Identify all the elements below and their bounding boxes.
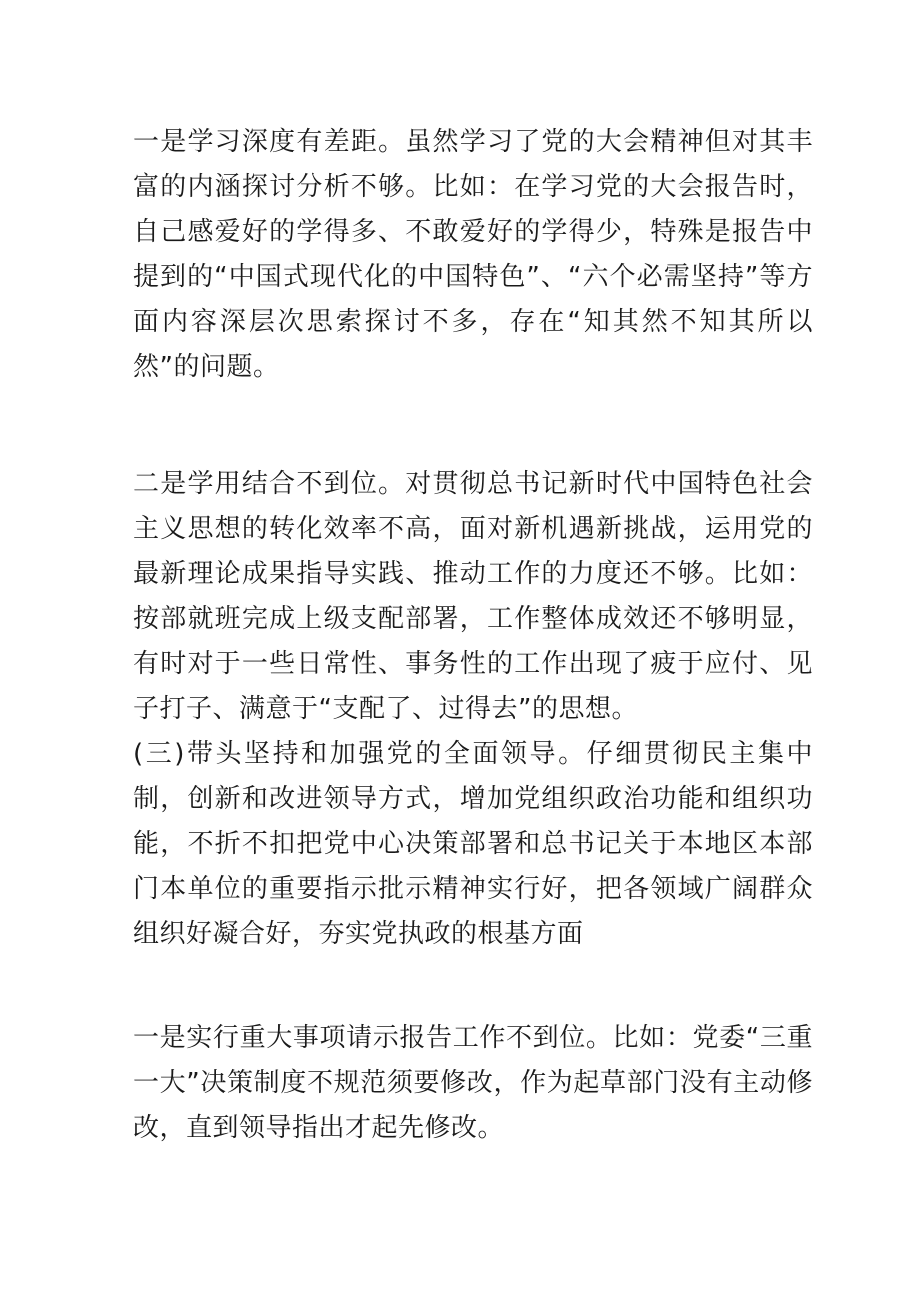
- paragraph-study-depth: 一是学习深度有差距。虽然学习了党的大会精神但对其丰富的内涵探讨分析不够。比如：在学习党的大会报告时，自己感爱好的学得多、不敢爱好的学得少，特殊是报告中提到的“中国式现代化的中国特色”、“六个必需坚持”等方面内容深层次思索探讨不多，存在“知其然不知其所以然”的问题。: [133, 127, 813, 382]
- paragraph-major-matters-reporting: 一是实行重大事项请示报告工作不到位。比如：党委“三重一大”决策制度不规范须要修改，作为起草部门没有主动修改，直到领导指出才起先修改。: [133, 1023, 813, 1143]
- paragraph-study-application: 二是学用结合不到位。对贯彻总书记新时代中国特色社会主义思想的转化效率不高，面对新机遇新挑战，运用党的最新理论成果指导实践、推动工作的力度还不够。比如：按部就班完成上级支配部署，工作整体成效还不够明显，有时对于一些日常性、事务性的工作出现了疲于应付、见子打子、满意于“支配了、过得去”的思想。 (三)带头坚持和加强党的全面领导。仔细贯彻民主集中制，创新和改进领导方式，增加党组织政治功能和组织功能，不折不扣把党中心决策部署和总书记关于本地区本部门本单位的重要指示批示精神实行好，把各领域广阔群众组织好凝合好，夯实党执政的根基方面: [133, 469, 813, 949]
